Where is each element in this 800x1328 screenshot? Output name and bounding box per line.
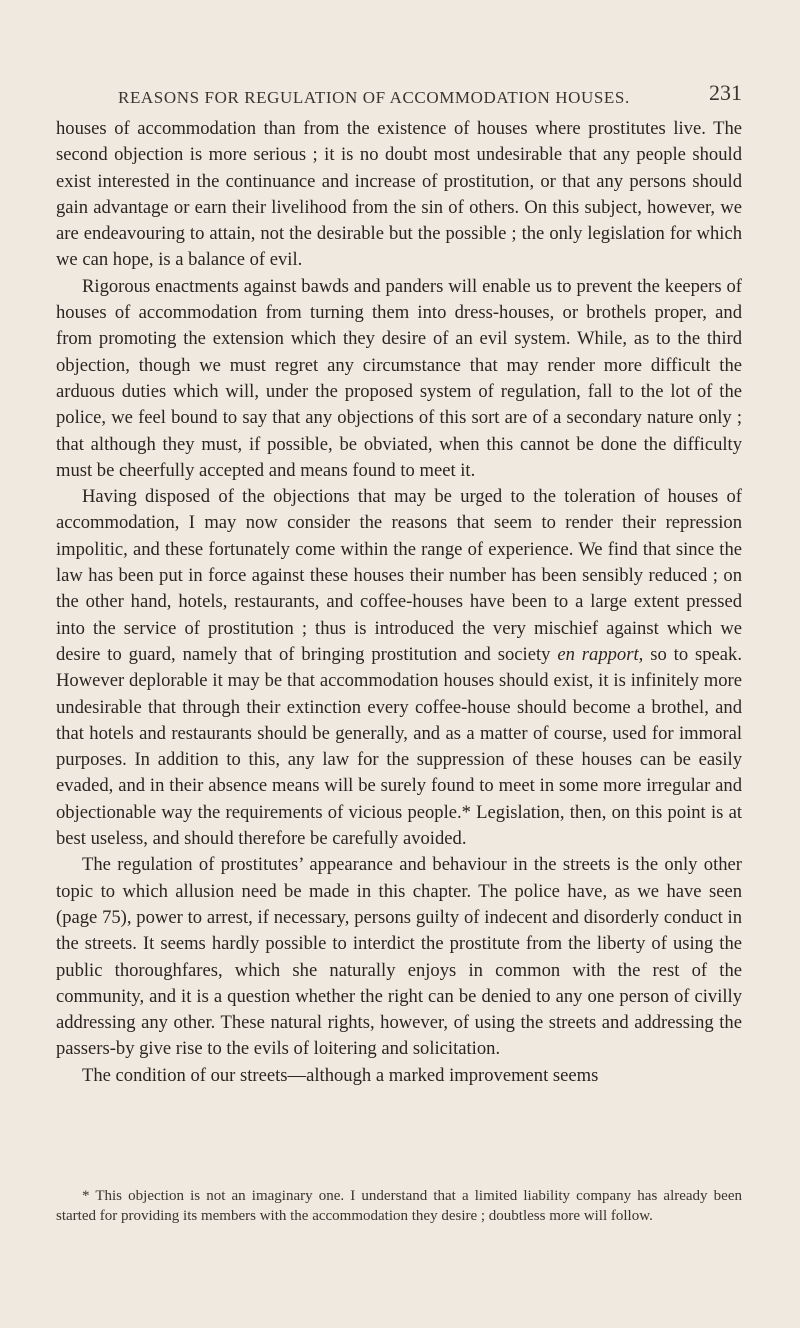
paragraph-3-text: Having disposed of the objections that may be urged to the toleration of houses of accommodation, I may now consider the reasons that seem to render their repression impolitic, and these fortunately come within the range of experience. We find that since the law has been put in force against these houses their number has been sensibly reduced ; on the other hand, hotels, restaurants, and coffee-houses have been to a large extent pressed into the service of prostitution ; thus is introduced the very mischief against which we desire to guard, namely that of bringing prostitution and society [56,486,742,665]
emphasis-en-rapport: en rapport, [557,643,644,665]
page-number: 231 [709,80,742,105]
running-header [0,76,800,106]
paragraph-1: houses of accommodation than from the existence of houses where prostitutes live. The second objection is more serious ; it is no doubt most undesirable that any people should exist interested in the continuance and increase of prostitution, or that any persons should gain advantage or earn their livelihood from the sin of others. On this subject, however, we are endeavouring to attain, not the desirable but the possible ; the only legislation for which we can hope, is a balance of evil. [56,118,742,271]
paragraph-4: The regulation of prostitutes’ appearance and behaviour in the streets is the only other topic to which allusion need be made in this chapter. The police have, as we have seen (page 75), power to arrest, if necessary, persons guilty of indecent and disorderly conduct in the streets. It seems hardly possible to interdict the prostitute from the liberty of using the public thoroughfares, which she naturally enjoys in common with the rest of the community, and it is a question whether the right can be denied to any one person of civilly addressing any other. These natural rights, however, of using the streets and addressing the passers-by give rise to the evils of loitering and solicitation. [56,854,742,1060]
paragraph-5: The condition of our streets—although a marked improvement seems [82,1064,599,1086]
running-title: REASONS FOR REGULATION OF ACCOMMODATION HOUSES. [118,88,630,107]
paragraph-3-continuation: so to speak. However deplorable it may be that accommodation houses should exist, it is infinitely more undesirable that through their extinction every coffee-house should become a brothel, and that hotels and restaurants should be generally, and as a matter of course, used for immoral purposes. In addition to this, any law for the suppression of these houses can be easily evaded, and in their absence means will be surely found to meet in some more irregular and objectionable way the requirements of vicious people.* Legislation, then, on this point is at best useless, and should therefore be carefully avoided. [56,643,743,850]
paragraph-3 [56,484,742,852]
footnote: * This objection is not an imaginary one. I understand that a limited liability company has already been started for providing its members with the accommodation they desire ; doubtless more will follow. [56,1188,742,1224]
body-text [56,116,742,1089]
paragraph-2: Rigorous enactments against bawds and panders will enable us to prevent the keepers of houses of accommodation from turning them into dress-houses, or brothels proper, and from promoting the extension which they desire of an evil system. While, as to the third objection, though we must regret any circumstance that may render more difficult the arduous duties which will, under the proposed system of regulation, fall to the lot of the police, we feel bound to say that any objections of this sort are of a secondary nature only ; that although they must, if possible, be obviated, when this cannot be done the difficulty must be cheerfully accepted and means found to meet it. [56,275,742,481]
